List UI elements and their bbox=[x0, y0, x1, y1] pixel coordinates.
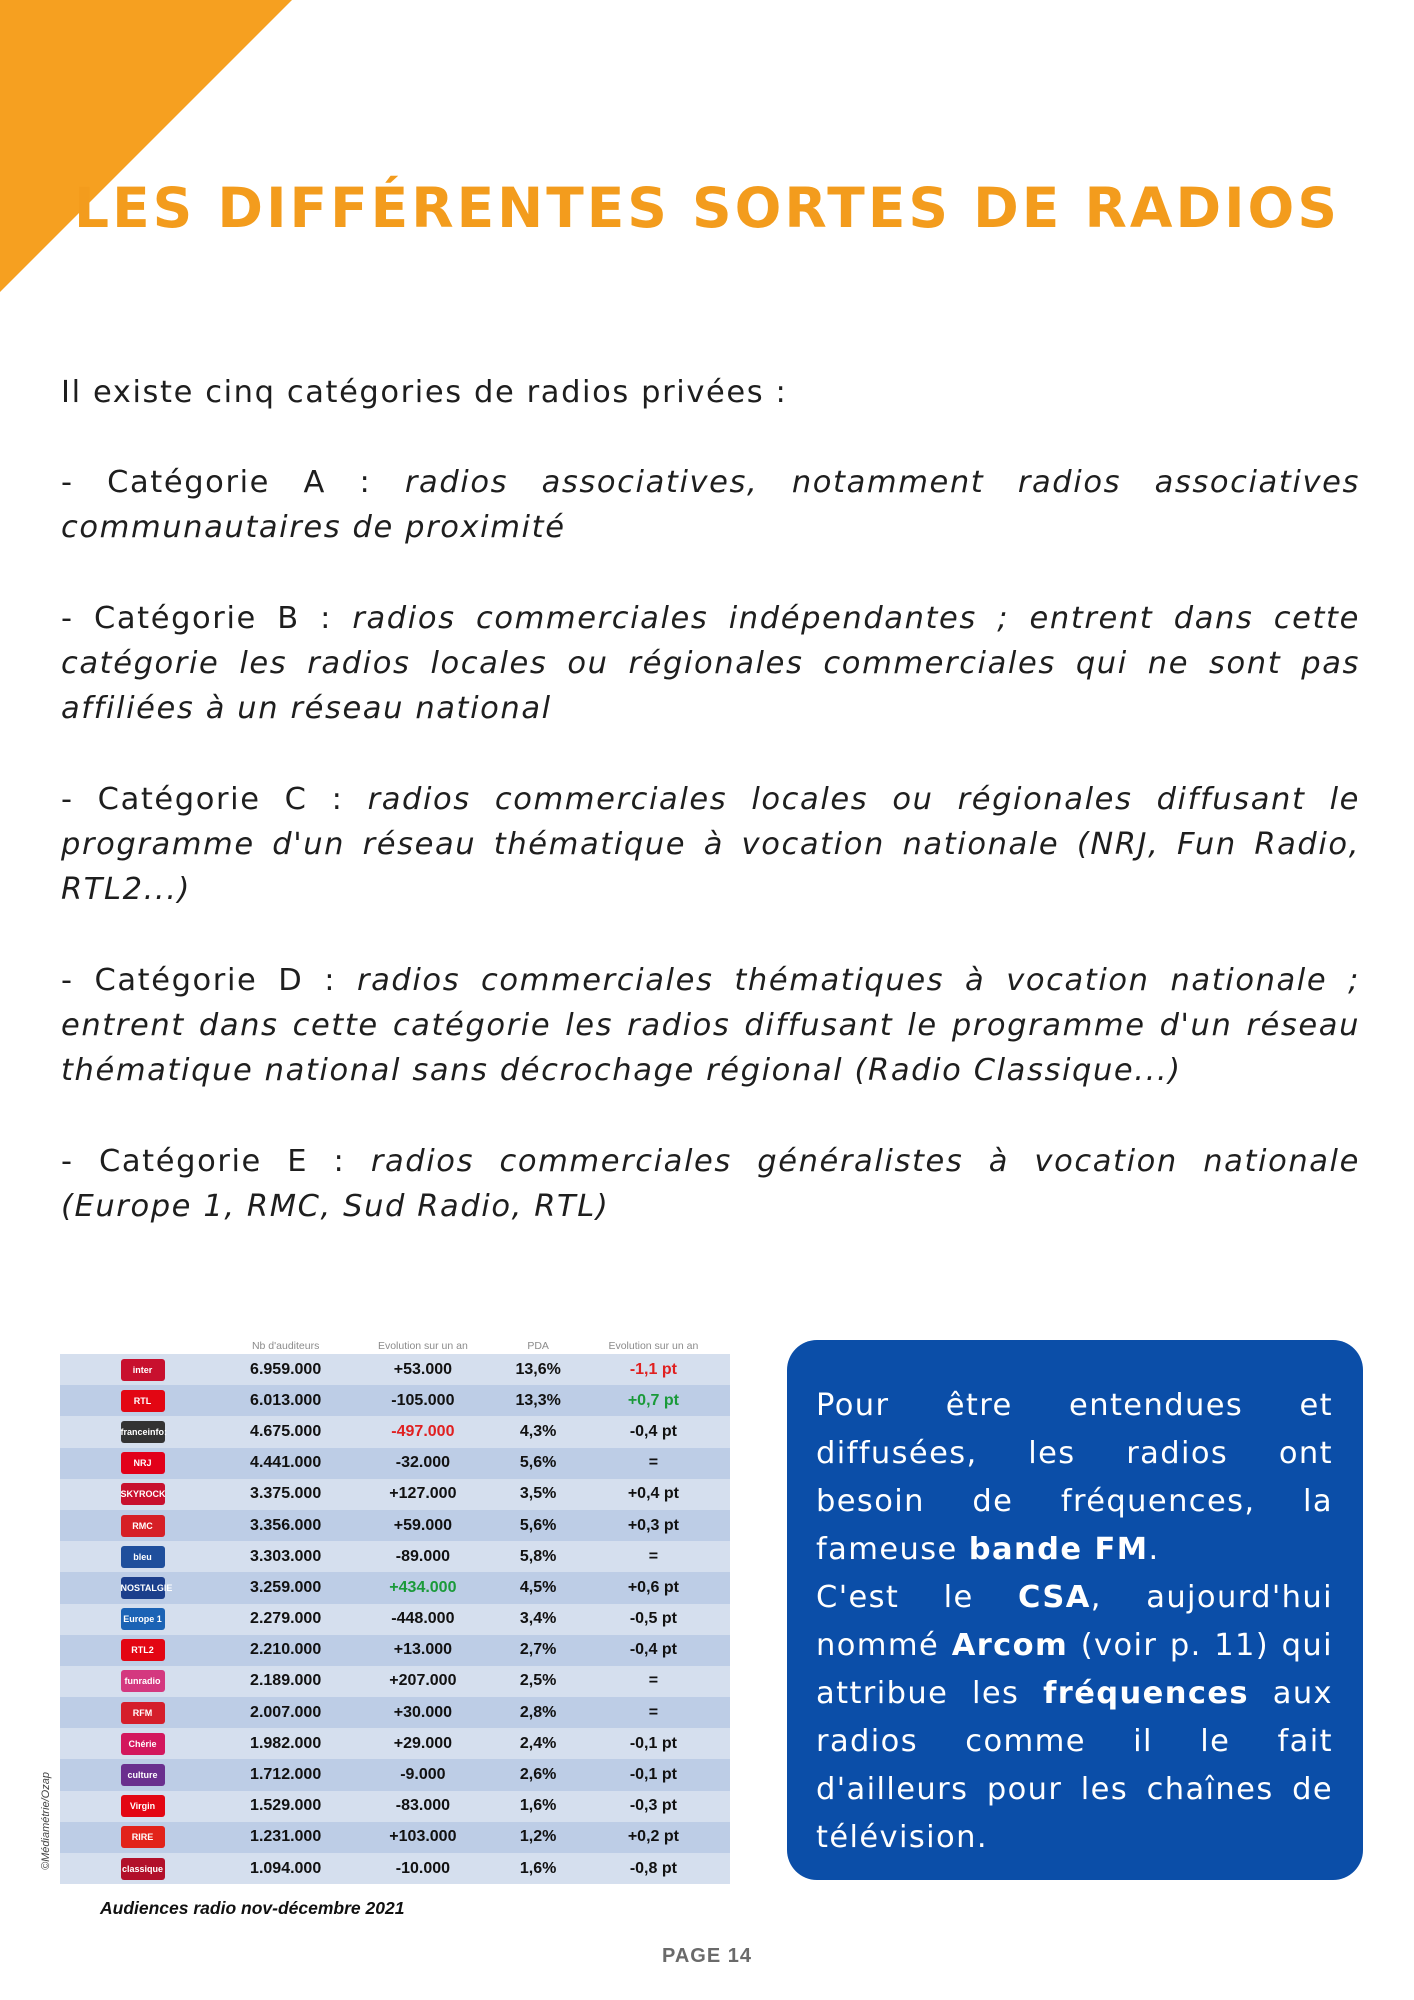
station-logo-cell bbox=[60, 1448, 225, 1479]
info-highlight: CSA bbox=[1018, 1580, 1091, 1615]
evolution-cell: +59.000 bbox=[346, 1510, 499, 1541]
audience-table bbox=[60, 1337, 730, 1884]
info-highlight: bande FM bbox=[968, 1532, 1149, 1567]
pda-cell: 3,5% bbox=[499, 1479, 576, 1510]
station-logo: RIRE bbox=[121, 1826, 165, 1848]
category-c bbox=[61, 777, 1360, 912]
pda-cell: 5,8% bbox=[499, 1541, 576, 1572]
evolution-cell: +13.000 bbox=[346, 1635, 499, 1666]
evolution-cell: +53.000 bbox=[346, 1354, 499, 1385]
station-logo-cell bbox=[60, 1541, 225, 1572]
evolution-cell: +29.000 bbox=[346, 1728, 499, 1759]
station-logo-cell bbox=[60, 1759, 225, 1790]
listeners-cell: 3.356.000 bbox=[225, 1510, 346, 1541]
station-logo-cell bbox=[60, 1572, 225, 1603]
listeners-cell: 2.189.000 bbox=[225, 1666, 346, 1697]
table-row bbox=[60, 1541, 730, 1572]
photo-credit: ©Médiamétrie/Ozap bbox=[40, 1772, 52, 1870]
category-description: radios commerciales généralistes à vocation nationale (Europe 1, RMC, Sud Radio, RTL) bbox=[61, 1144, 1360, 1224]
pda-cell: 4,5% bbox=[499, 1572, 576, 1603]
pda-evolution-cell: +0,6 pt bbox=[577, 1572, 730, 1603]
pda-evolution-cell: = bbox=[577, 1448, 730, 1479]
pda-evolution-cell: +0,3 pt bbox=[577, 1510, 730, 1541]
station-logo-cell bbox=[60, 1853, 225, 1884]
category-description: radios commerciales indépendantes ; entrent dans cette catégorie les radios locales ou régionales commerciales qui ne sont pas affiliées à un réseau national bbox=[61, 601, 1360, 726]
category-b bbox=[61, 596, 1360, 731]
station-logo-cell bbox=[60, 1510, 225, 1541]
category-e bbox=[61, 1139, 1360, 1229]
station-logo: classique bbox=[121, 1858, 165, 1880]
listeners-cell: 1.094.000 bbox=[225, 1853, 346, 1884]
category-label: - Catégorie E : bbox=[61, 1144, 371, 1179]
listeners-cell: 2.210.000 bbox=[225, 1635, 346, 1666]
station-logo: Virgin bbox=[121, 1795, 165, 1817]
pda-evolution-cell: = bbox=[577, 1541, 730, 1572]
pda-cell: 2,4% bbox=[499, 1728, 576, 1759]
listeners-cell: 6.959.000 bbox=[225, 1354, 346, 1385]
station-logo-cell bbox=[60, 1416, 225, 1447]
evolution-cell: -105.000 bbox=[346, 1385, 499, 1416]
station-logo: bleu bbox=[121, 1546, 165, 1568]
pda-cell: 4,3% bbox=[499, 1416, 576, 1447]
listeners-cell: 2.007.000 bbox=[225, 1697, 346, 1728]
page-title: LES DIFFÉRENTES SORTES DE RADIOS bbox=[74, 176, 1340, 240]
listeners-cell: 3.303.000 bbox=[225, 1541, 346, 1572]
listeners-cell: 1.712.000 bbox=[225, 1759, 346, 1790]
info-box bbox=[787, 1340, 1363, 1880]
evolution-cell: -497.000 bbox=[346, 1416, 499, 1447]
info-text-part: . bbox=[1148, 1532, 1160, 1567]
pda-cell: 5,6% bbox=[499, 1510, 576, 1541]
info-highlight: fréquences bbox=[1043, 1676, 1249, 1711]
category-label: - Catégorie B : bbox=[61, 601, 353, 636]
table-row bbox=[60, 1666, 730, 1697]
table-row bbox=[60, 1853, 730, 1884]
category-label: - Catégorie A : bbox=[61, 465, 405, 500]
pda-cell: 2,7% bbox=[499, 1635, 576, 1666]
table-row bbox=[60, 1759, 730, 1790]
station-logo: RTL2 bbox=[121, 1639, 165, 1661]
station-logo-cell bbox=[60, 1354, 225, 1385]
pda-cell: 2,8% bbox=[499, 1697, 576, 1728]
evolution-cell: +30.000 bbox=[346, 1697, 499, 1728]
pda-evolution-cell: = bbox=[577, 1697, 730, 1728]
pda-cell: 2,6% bbox=[499, 1759, 576, 1790]
listeners-cell: 3.375.000 bbox=[225, 1479, 346, 1510]
station-logo-cell bbox=[60, 1479, 225, 1510]
table-row bbox=[60, 1385, 730, 1416]
station-logo: RFM bbox=[121, 1702, 165, 1724]
pda-evolution-cell: -1,1 pt bbox=[577, 1354, 730, 1385]
evolution-cell: +434.000 bbox=[346, 1572, 499, 1603]
listeners-cell: 1.982.000 bbox=[225, 1728, 346, 1759]
station-logo: NOSTALGIE bbox=[121, 1577, 165, 1599]
table-row bbox=[60, 1416, 730, 1447]
pda-cell: 13,3% bbox=[499, 1385, 576, 1416]
table-row bbox=[60, 1448, 730, 1479]
audience-table-image bbox=[60, 1337, 730, 1884]
evolution-cell: -10.000 bbox=[346, 1853, 499, 1884]
listeners-cell: 3.259.000 bbox=[225, 1572, 346, 1603]
listeners-cell: 6.013.000 bbox=[225, 1385, 346, 1416]
table-row bbox=[60, 1604, 730, 1635]
listeners-cell: 1.231.000 bbox=[225, 1822, 346, 1853]
evolution-cell: +103.000 bbox=[346, 1822, 499, 1853]
evolution-cell: -89.000 bbox=[346, 1541, 499, 1572]
evolution-cell: +127.000 bbox=[346, 1479, 499, 1510]
station-logo: Europe 1 bbox=[121, 1608, 165, 1630]
station-logo-cell bbox=[60, 1604, 225, 1635]
page-number: PAGE 14 bbox=[662, 1945, 752, 1967]
pda-evolution-cell: +0,2 pt bbox=[577, 1822, 730, 1853]
pda-cell: 1,2% bbox=[499, 1822, 576, 1853]
info-text-part: Pour être entendues et diffusées, les radios ont besoin de fréquences, la fameuse bbox=[816, 1388, 1333, 1567]
table-caption: Audiences radio nov-décembre 2021 bbox=[100, 1898, 405, 1918]
table-row bbox=[60, 1791, 730, 1822]
header-logo bbox=[60, 1337, 225, 1354]
station-logo-cell bbox=[60, 1385, 225, 1416]
info-text-part: (voir p. 11) qui attribue les bbox=[816, 1628, 1333, 1711]
station-logo: Chérie bbox=[121, 1733, 165, 1755]
station-logo-cell bbox=[60, 1697, 225, 1728]
listeners-cell: 1.529.000 bbox=[225, 1791, 346, 1822]
pda-evolution-cell: -0,5 pt bbox=[577, 1604, 730, 1635]
table-row bbox=[60, 1572, 730, 1603]
info-text-part: , aujourd'hui nommé bbox=[816, 1580, 1333, 1663]
pda-cell: 2,5% bbox=[499, 1666, 576, 1697]
station-logo: culture bbox=[121, 1764, 165, 1786]
table-row bbox=[60, 1697, 730, 1728]
pda-cell: 5,6% bbox=[499, 1448, 576, 1479]
pda-evolution-cell: -0,1 pt bbox=[577, 1728, 730, 1759]
evolution-cell: -9.000 bbox=[346, 1759, 499, 1790]
pda-evolution-cell: = bbox=[577, 1666, 730, 1697]
category-label: - Catégorie C : bbox=[61, 782, 368, 817]
info-text-part: C'est le bbox=[816, 1580, 1019, 1615]
info-highlight: Arcom bbox=[951, 1628, 1069, 1663]
category-description: radios associatives, notamment radios associatives communautaires de proximité bbox=[61, 465, 1360, 545]
table-body bbox=[60, 1354, 730, 1884]
table-row bbox=[60, 1822, 730, 1853]
station-logo: RTL bbox=[121, 1390, 165, 1412]
header-evolution: Evolution sur un an bbox=[377, 1339, 468, 1352]
station-logo: NRJ bbox=[121, 1452, 165, 1474]
info-text bbox=[816, 1382, 1333, 1862]
category-description: radios commerciales locales ou régionales diffusant le programme d'un réseau thématique à vocation nationale (NRJ, Fun Radio, RTL2...) bbox=[61, 782, 1361, 907]
station-logo: SKYROCK bbox=[121, 1483, 165, 1505]
table-row bbox=[60, 1354, 730, 1385]
category-description: radios commerciales thématiques à vocation nationale ; entrent dans cette catégorie les radios diffusant le programme d'un réseau thématique national sans décrochage régional (Radio Classique...) bbox=[61, 963, 1360, 1088]
category-d bbox=[61, 958, 1360, 1093]
station-logo: inter bbox=[121, 1359, 165, 1381]
pda-evolution-cell: +0,7 pt bbox=[577, 1385, 730, 1416]
table-row bbox=[60, 1635, 730, 1666]
table-row bbox=[60, 1728, 730, 1759]
table-row bbox=[60, 1479, 730, 1510]
pda-evolution-cell: -0,1 pt bbox=[577, 1759, 730, 1790]
station-logo-cell bbox=[60, 1791, 225, 1822]
pda-cell: 1,6% bbox=[499, 1853, 576, 1884]
station-logo: funradio bbox=[121, 1670, 165, 1692]
pda-evolution-cell: -0,8 pt bbox=[577, 1853, 730, 1884]
evolution-cell: -32.000 bbox=[346, 1448, 499, 1479]
pda-cell: 1,6% bbox=[499, 1791, 576, 1822]
listeners-cell: 2.279.000 bbox=[225, 1604, 346, 1635]
pda-evolution-cell: -0,4 pt bbox=[577, 1416, 730, 1447]
category-label: - Catégorie D : bbox=[61, 963, 357, 998]
table-row bbox=[60, 1510, 730, 1541]
station-logo-cell bbox=[60, 1666, 225, 1697]
info-text-part: aux radios comme il le fait d'ailleurs pour les chaînes de télévision. bbox=[816, 1676, 1334, 1855]
evolution-cell: -448.000 bbox=[346, 1604, 499, 1635]
listeners-cell: 4.675.000 bbox=[225, 1416, 346, 1447]
intro-text: Il existe cinq catégories de radios privées : bbox=[61, 375, 788, 410]
evolution-cell: -83.000 bbox=[346, 1791, 499, 1822]
pda-evolution-cell: +0,4 pt bbox=[577, 1479, 730, 1510]
evolution-cell: +207.000 bbox=[346, 1666, 499, 1697]
pda-evolution-cell: -0,4 pt bbox=[577, 1635, 730, 1666]
table-header-row bbox=[60, 1337, 730, 1354]
pda-cell: 3,4% bbox=[499, 1604, 576, 1635]
station-logo-cell bbox=[60, 1728, 225, 1759]
station-logo-cell bbox=[60, 1822, 225, 1853]
station-logo: RMC bbox=[121, 1515, 165, 1537]
corner-decoration bbox=[0, 0, 292, 292]
pda-cell: 13,6% bbox=[499, 1354, 576, 1385]
pda-evolution-cell: -0,3 pt bbox=[577, 1791, 730, 1822]
header-pda: PDA bbox=[527, 1339, 549, 1352]
header-pda-evolution: Evolution sur un an bbox=[608, 1339, 699, 1352]
station-logo-cell bbox=[60, 1635, 225, 1666]
listeners-cell: 4.441.000 bbox=[225, 1448, 346, 1479]
header-listeners: Nb d'auditeurs bbox=[251, 1339, 320, 1352]
station-logo: franceinfo: bbox=[121, 1421, 165, 1443]
category-a bbox=[61, 460, 1360, 550]
